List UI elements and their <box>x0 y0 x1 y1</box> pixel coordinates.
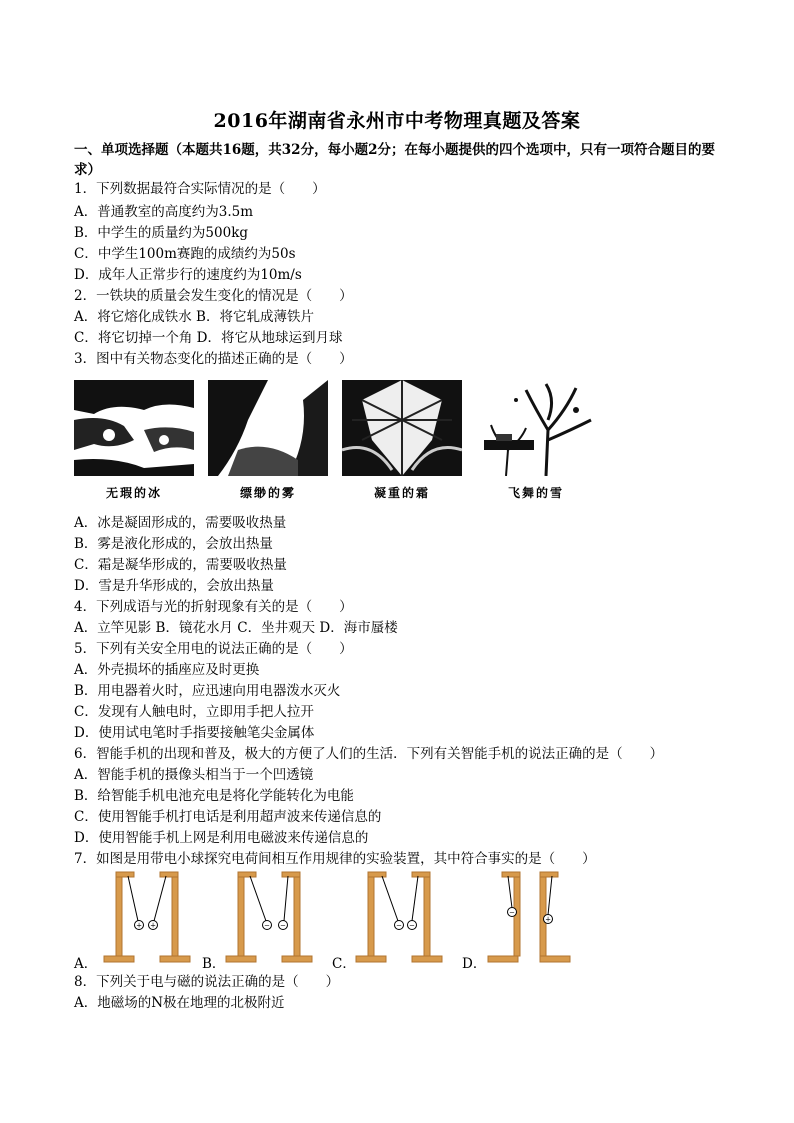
section-heading: 一、单项选择题（本题共16题，共32分，每小题2分；在每小题提供的四个选项中，只有一项符合题目的要求） <box>74 142 715 178</box>
svg-text:−: − <box>264 921 270 930</box>
question-2: 2．一铁块的质量会发生变化的情况是（ ） <box>74 288 353 304</box>
snow-photo <box>476 380 596 476</box>
q2-options-ab: A．将它熔化成铁水 B．将它轧成薄铁片 <box>74 309 314 325</box>
q3-photo-strip <box>74 380 634 505</box>
q3-option-d: D．雪是升华形成的，会放出热量 <box>74 578 274 594</box>
q5-option-d: D．使用试电笔时手指要接触笔尖金属体 <box>74 725 315 741</box>
fog-photo <box>208 380 328 476</box>
q6-option-d: D．使用智能手机上网是利用电磁波来传递信息的 <box>74 830 369 846</box>
q1-option-a: A．普通教室的高度约为3.5m <box>74 204 254 220</box>
q5-option-b: B．用电器着火时，应迅速向用电器泼水灭火 <box>74 683 341 699</box>
q1-option-d: D．成年人正常步行的速度约为10m/s <box>74 267 302 283</box>
question-1: 1．下列数据最符合实际情况的是（ ） <box>74 181 326 197</box>
caption-ice: 无瑕的冰 <box>105 486 162 500</box>
question-4: 4．下列成语与光的折射现象有关的是（ ） <box>74 599 353 615</box>
caption-fog: 缥缈的雾 <box>239 486 296 500</box>
frost-photo <box>342 380 462 476</box>
q7-apparatus-a <box>94 870 204 969</box>
page-title: 2016年湖南省永州市中考物理真题及答案 <box>213 110 581 132</box>
q3-option-a: A．冰是凝固形成的，需要吸收热量 <box>74 515 287 531</box>
question-8: 8．下列关于电与磁的说法正确的是（ ） <box>74 974 340 990</box>
q5-option-c: C．发现有人触电时，立即用手把人拉开 <box>74 704 314 720</box>
question-5: 5．下列有关安全用电的说法正确的是（ ） <box>74 641 353 657</box>
q5-option-a: A．外壳损坏的插座应及时更换 <box>74 662 260 678</box>
question-3: 3．图中有关物态变化的描述正确的是（ ） <box>74 351 353 367</box>
q8-option-a: A．地磁场的N极在地理的北极附近 <box>74 995 285 1011</box>
q7-label-d: D． <box>462 956 487 972</box>
q7-label-c: C． <box>332 956 356 972</box>
q7-apparatus-c <box>352 870 462 969</box>
q6-option-b: B．给智能手机电池充电是将化学能转化为电能 <box>74 788 354 804</box>
q7-label-a: A． <box>74 956 98 972</box>
q1-option-b: B．中学生的质量约为500kg <box>74 225 249 241</box>
svg-text:−: − <box>409 921 415 930</box>
question-7: 7．如图是用带电小球探究电荷间相互作用规律的实验装置，其中符合事实的是（ ） <box>74 851 596 867</box>
ice-photo <box>74 380 194 476</box>
svg-text:+: + <box>150 921 156 930</box>
caption-frost: 凝重的霜 <box>373 486 430 500</box>
q7-label-b: B． <box>202 956 226 972</box>
q3-option-c: C．霜是凝华形成的，需要吸收热量 <box>74 557 287 573</box>
q6-option-c: C．使用智能手机打电话是利用超声波来传递信息的 <box>74 809 382 825</box>
svg-text:−: − <box>396 921 402 930</box>
svg-text:−: − <box>280 921 286 930</box>
q1-option-c: C．中学生100m赛跑的成绩约为50s <box>74 246 296 262</box>
svg-text:+: + <box>136 921 142 930</box>
svg-text:+: + <box>545 915 551 924</box>
caption-snow: 飞舞的雪 <box>507 486 564 500</box>
q2-options-cd: C．将它切掉一个角 D．将它从地球运到月球 <box>74 330 343 346</box>
q7-apparatus-d <box>484 870 594 969</box>
svg-text:−: − <box>509 908 515 917</box>
question-6: 6．智能手机的出现和普及，极大的方便了人们的生活．下列有关智能手机的说法正确的是（ ） <box>74 746 664 762</box>
q7-apparatus-b <box>222 870 332 969</box>
q3-option-b: B．雾是液化形成的，会放出热量 <box>74 536 273 552</box>
q6-option-a: A．智能手机的摄像头相当于一个凹透镜 <box>74 767 314 783</box>
q4-options: A．立竿见影 B．镜花水月 C．坐井观天 D．海市蜃楼 <box>74 620 398 636</box>
